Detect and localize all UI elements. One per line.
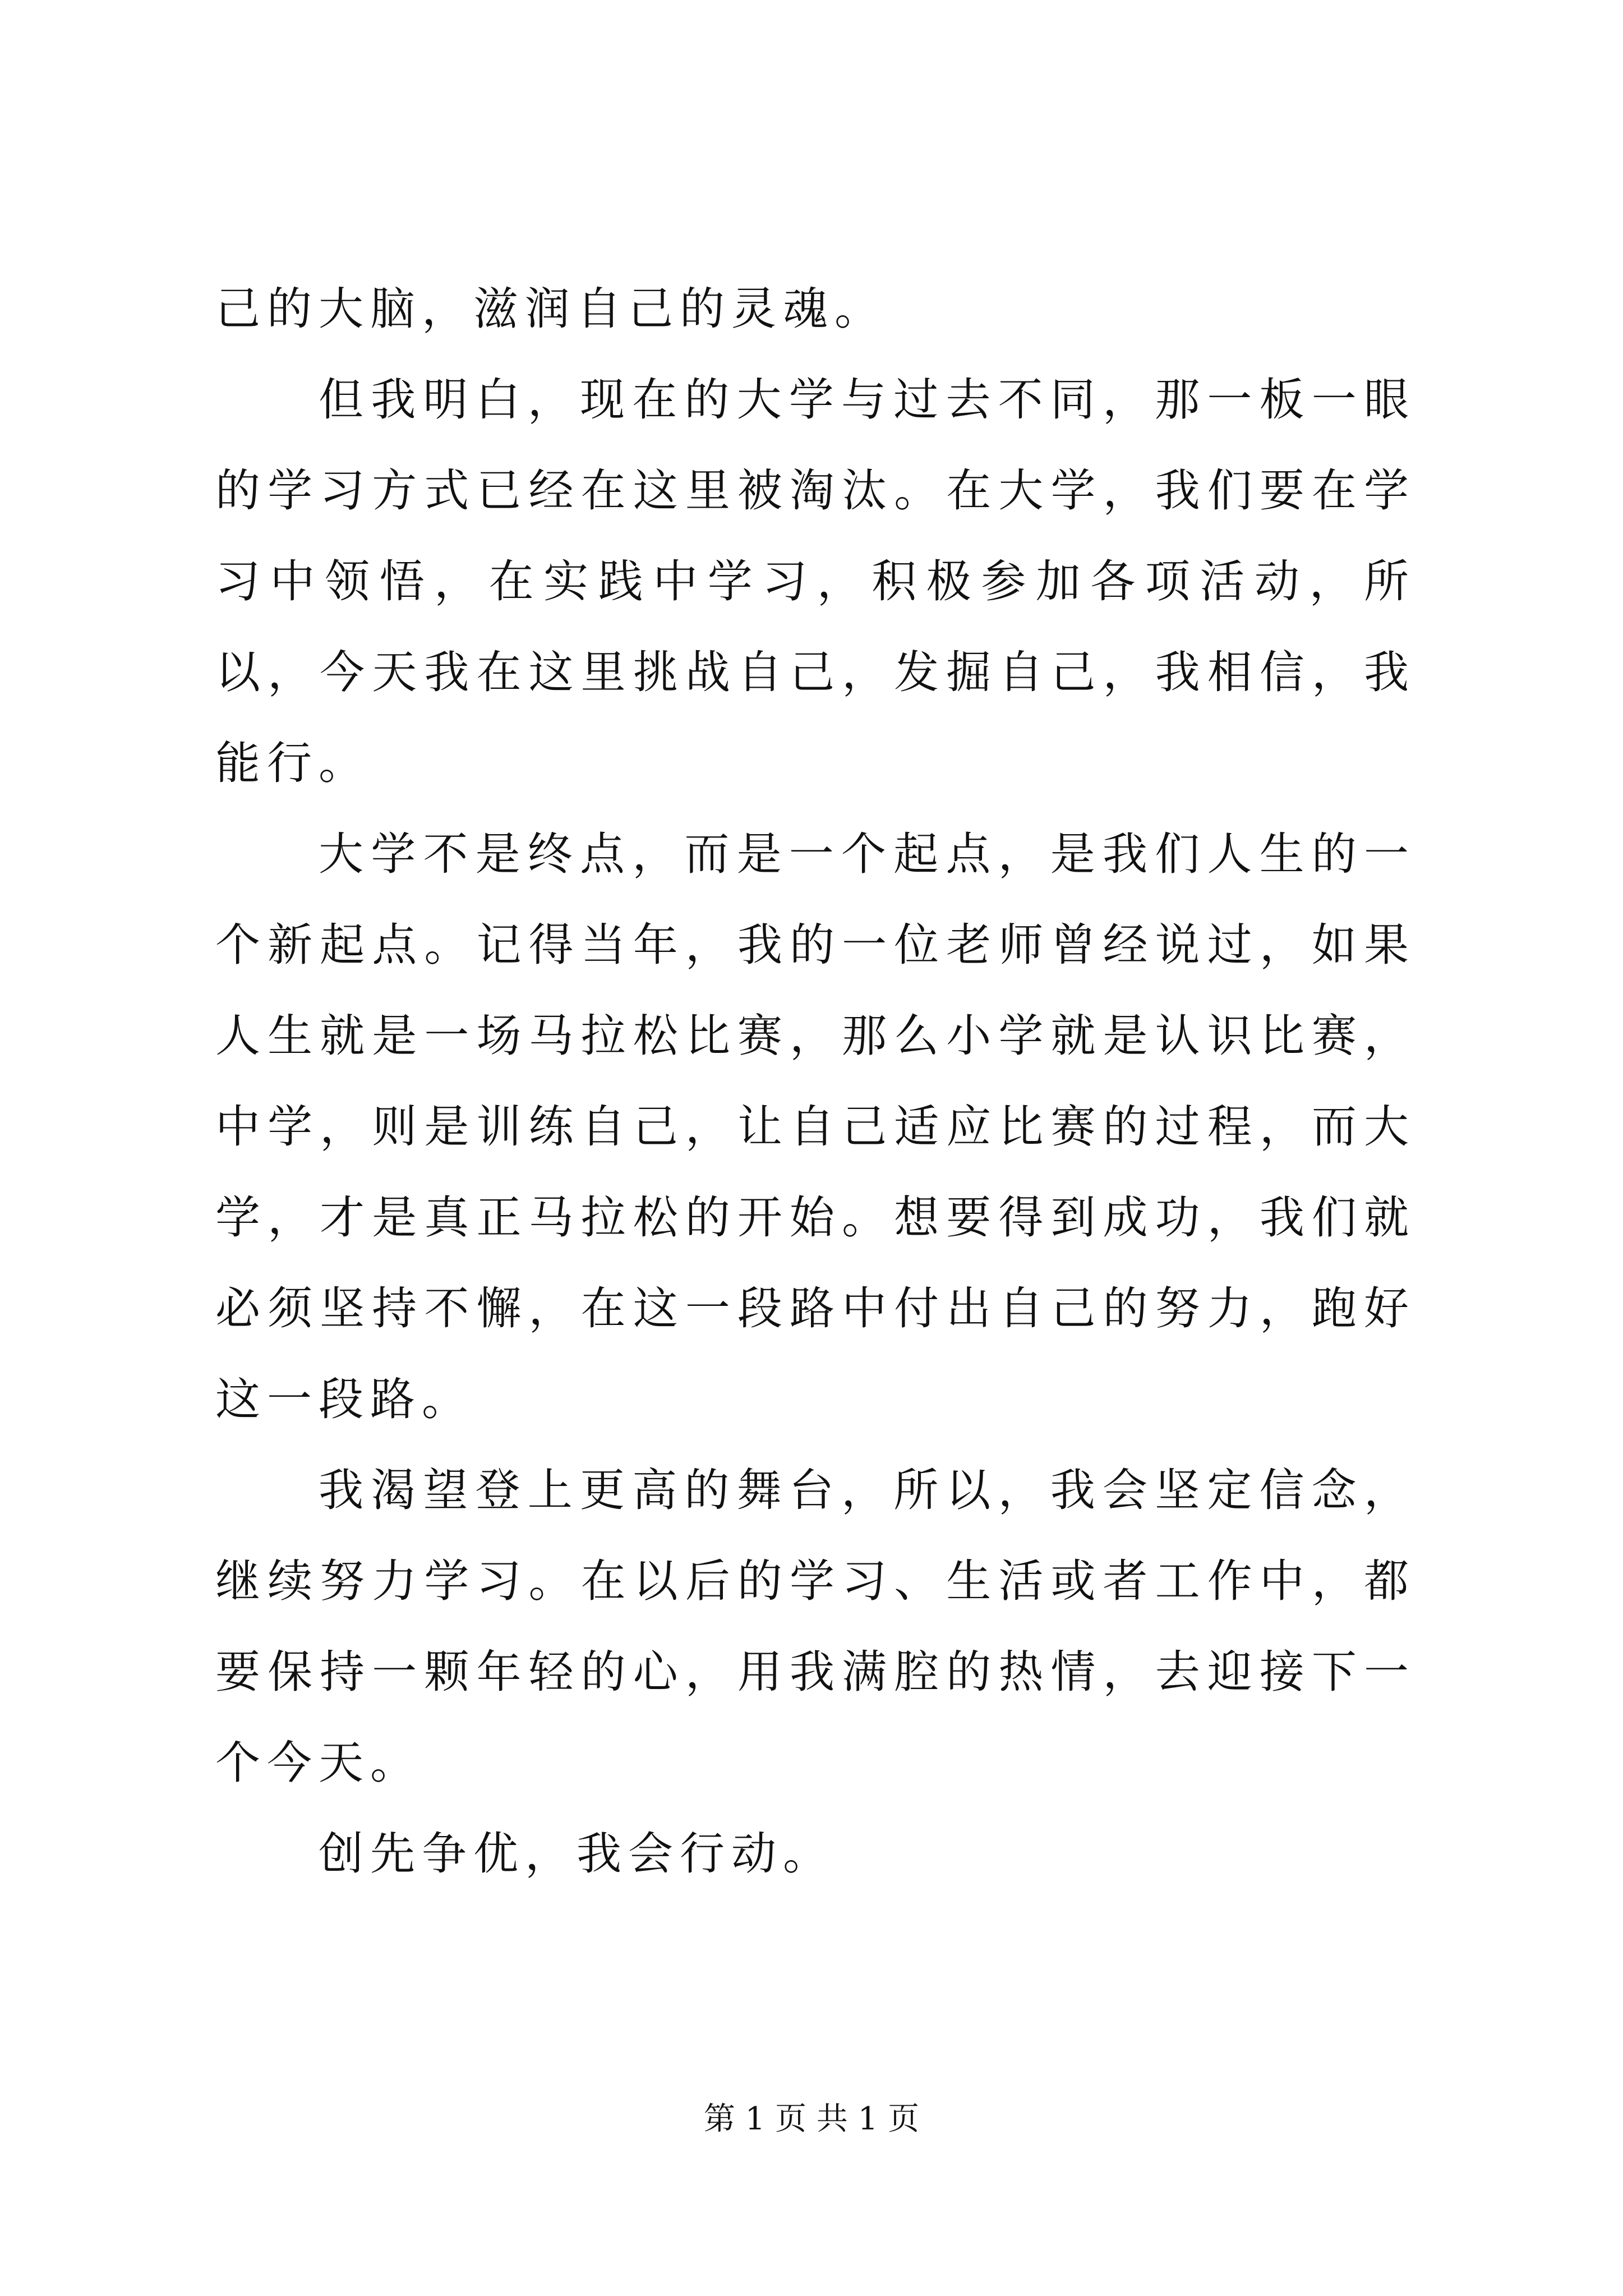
document-body	[215, 264, 1415, 1899]
paragraph: 我渴望登上更高的舞台，所以，我会坚定信念，继续努力学习。在以后的学习、生活或者工作中，都要保持一颗年轻的心，用我满腔的热情，去迎接下一个今天。	[215, 1464, 1415, 1789]
paragraph: 但我明白，现在的大学与过去不同，那一板一眼的学习方式已经在这里被淘汰。在大学，我们要在学习中领悟，在实践中学习，积极参加各项活动，所以，今天我在这里挑战自己，发掘自己，我相信，我能行。	[215, 374, 1415, 789]
paragraph: 创先争优，我会行动。	[319, 1828, 834, 1880]
paragraph-continuation: 己的大脑，滋润自己的灵魂。	[215, 283, 886, 335]
page-number-footer: 第 1 页 共 1 页	[703, 2101, 920, 2137]
paragraph: 大学不是终点，而是一个起点，是我们人生的一个新起点。记得当年，我的一位老师曾经说过，如果人生就是一场马拉松比赛，那么小学就是认识比赛，中学，则是训练自己，让自己适应比赛的过程，而大学，才是真正马拉松的开始。想要得到成功，我们就必须坚持不懈，在这一段路中付出自己的努力，跑好这一段路。	[215, 828, 1415, 1425]
